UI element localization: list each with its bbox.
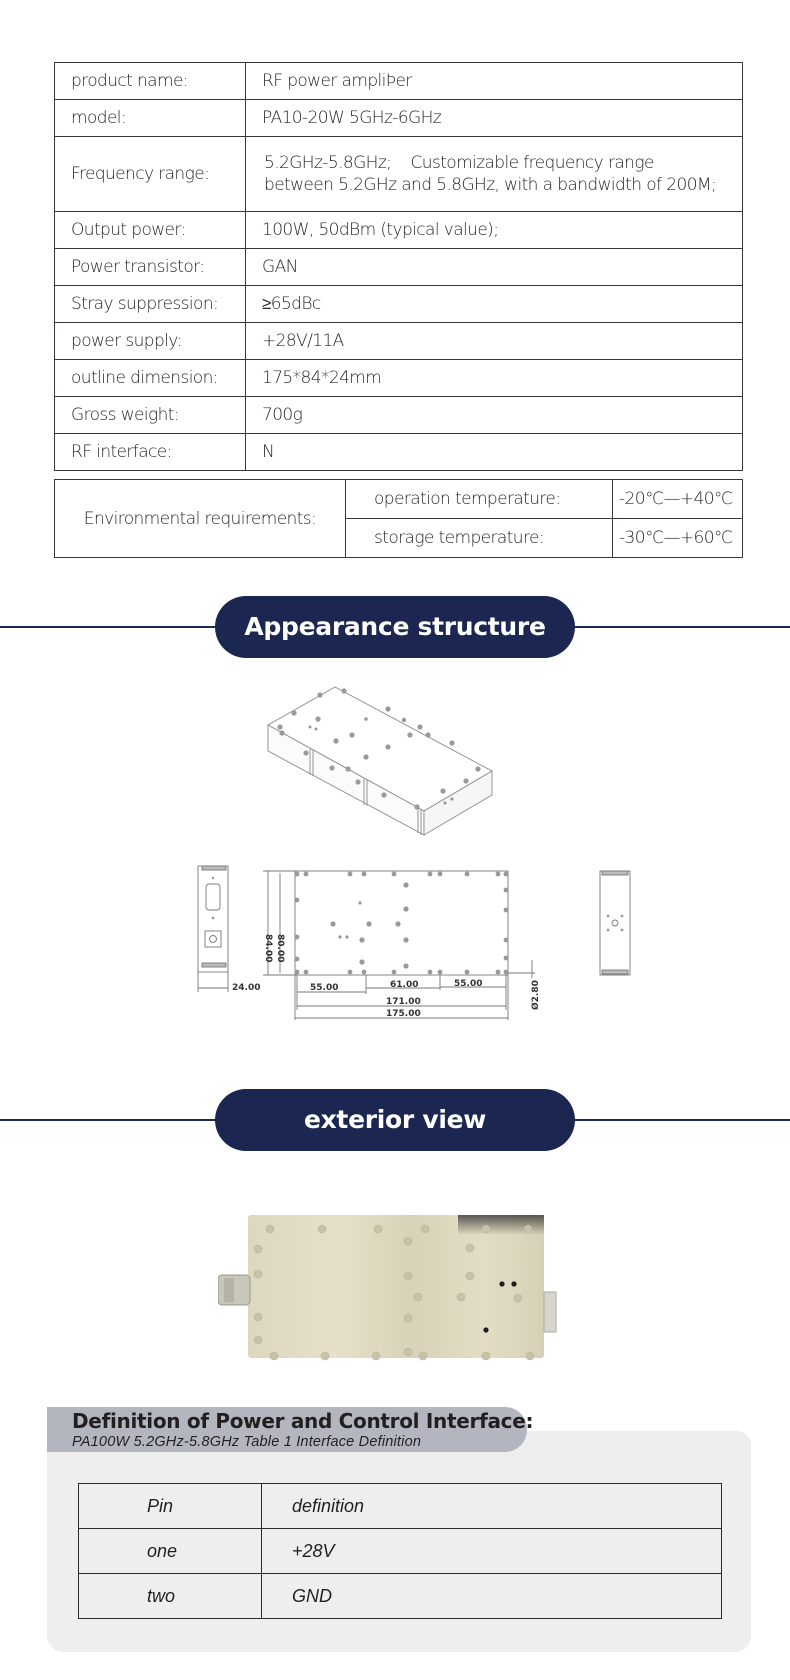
definition-cell: +28V — [262, 1529, 722, 1574]
spec-row — [55, 397, 743, 434]
spec-row — [55, 323, 743, 360]
spec-row — [55, 100, 743, 137]
dim-overall-length: 175.00 — [386, 1009, 421, 1019]
environment-label: Environmental requirements: — [55, 480, 346, 558]
dim-inner-length: 171.00 — [386, 997, 421, 1007]
spec-value: N — [246, 434, 743, 471]
spec-label: product name: — [55, 63, 246, 100]
dim-hole-spacing-2: 61.00 — [390, 980, 419, 990]
spec-label: Frequency range: — [55, 137, 246, 212]
operation-temp-label: operation temperature: — [346, 480, 613, 519]
spec-label: power supply: — [55, 323, 246, 360]
spec-value: 100W, 50dBm (typical value); — [246, 212, 743, 249]
pin-cell: one — [79, 1529, 262, 1574]
spec-row — [55, 212, 743, 249]
section-title-exterior: exterior view — [215, 1089, 575, 1151]
interface-title: Definition of Power and Control Interface: — [72, 1409, 534, 1433]
dim-height-inner: 80.00 — [275, 934, 285, 963]
spec-row — [55, 286, 743, 323]
storage-temp-label: storage temperature: — [346, 519, 613, 558]
definition-header: definition — [262, 1484, 722, 1529]
dim-height-outer: 84.00 — [263, 934, 273, 963]
interface-subtitle: PA100W 5.2GHz-5.8GHz Table 1 Interface Definition — [72, 1434, 422, 1450]
spec-value: ≥65dBc — [246, 286, 743, 323]
spec-row — [55, 137, 743, 212]
spec-label: outline dimension: — [55, 360, 246, 397]
dim-hole-spacing-1: 55.00 — [310, 983, 339, 993]
spec-value — [246, 137, 743, 212]
spec-row — [55, 434, 743, 471]
spec-label: Power transistor: — [55, 249, 246, 286]
dimension-drawing — [190, 860, 640, 1025]
pin-cell: two — [79, 1574, 262, 1619]
section-title-appearance: Appearance structure — [215, 596, 575, 658]
spec-row — [55, 480, 743, 519]
pin-table-header — [79, 1484, 722, 1529]
dim-hole-diameter: Ø2.80 — [531, 980, 541, 1010]
spec-row — [55, 63, 743, 100]
spec-value-line: between 5.2GHz and 5.8GHz, with a bandwidth of 200M; — [264, 175, 717, 195]
dim-depth: 24.00 — [232, 983, 261, 993]
table-row — [79, 1574, 722, 1619]
spec-label: Stray suppression: — [55, 286, 246, 323]
product-photo — [218, 1212, 558, 1362]
spec-table — [54, 62, 743, 471]
spec-value: GAN — [246, 249, 743, 286]
spec-label: model: — [55, 100, 246, 137]
environment-table — [54, 479, 743, 558]
spec-row — [55, 249, 743, 286]
spec-value: 700g — [246, 397, 743, 434]
spec-label: Output power: — [55, 212, 246, 249]
spec-value: RF power ampliÞer — [246, 63, 743, 100]
storage-temp-value: -30℃—+60℃ — [613, 519, 743, 558]
pin-table — [78, 1483, 722, 1619]
spec-label: RF interface: — [55, 434, 246, 471]
definition-cell: GND — [262, 1574, 722, 1619]
spec-label: Gross weight: — [55, 397, 246, 434]
spec-value: +28V/11A — [246, 323, 743, 360]
operation-temp-value: -20℃—+40℃ — [613, 480, 743, 519]
table-row — [79, 1529, 722, 1574]
isometric-drawing — [260, 683, 500, 843]
pin-header: Pin — [79, 1484, 262, 1529]
spec-value: 175*84*24mm — [246, 360, 743, 397]
dim-hole-spacing-3: 55.00 — [454, 979, 483, 989]
spec-value: PA10-20W 5GHz-6GHz — [246, 100, 743, 137]
spec-value-line: 5.2GHz-5.8GHz; Customizable frequency range — [264, 153, 654, 173]
spec-row — [55, 360, 743, 397]
